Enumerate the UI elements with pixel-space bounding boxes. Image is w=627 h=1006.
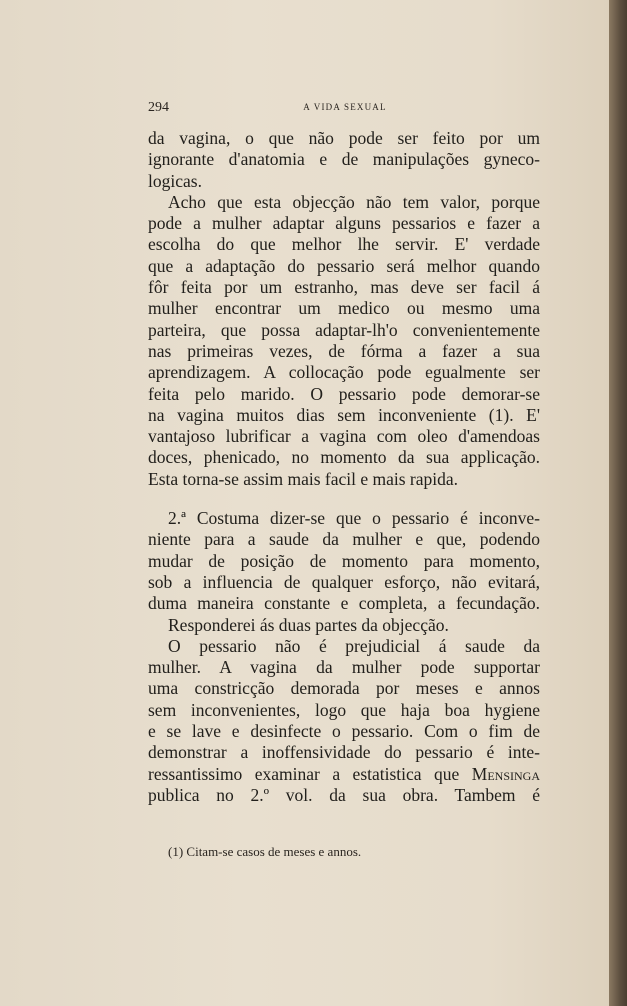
author-name: Mensinga	[471, 763, 540, 784]
text-line: da vagina, o que não pode ser feito por um	[148, 128, 540, 148]
text-line: Esta torna-se assim mais facil e mais rapida.	[148, 468, 459, 489]
text-line: duma maneira constante e completa, a fecundação.	[148, 593, 540, 614]
text-line: niente para a saude da mulher e que, podendo	[148, 529, 540, 550]
text-line: publica no 2.º vol. da sua obra. Tambem é	[148, 784, 540, 805]
text-line: pode a mulher adaptar alguns pessarios e fazer a	[148, 213, 540, 234]
text-line: mudar de posição de momento para momento,	[148, 550, 540, 571]
text-line: sem inconvenientes, logo que haja boa hygiene	[148, 699, 540, 720]
text-line: aprendizagem. A collocação pode egualmente ser	[148, 362, 540, 383]
footnote: (1) Citam-se casos de meses e annos.	[168, 844, 362, 859]
text-line: vantajoso lubrificar a vagina com oleo d'amendoas	[148, 426, 540, 447]
body-text	[148, 128, 540, 806]
text-line: parteira, que possa adaptar-lh'o convenientemente	[148, 319, 540, 340]
text-line: logicas.	[148, 170, 202, 191]
text-line: ignorante d'anatomia e de manipulações gyneco-	[148, 149, 540, 170]
text-line: e se lave e desinfecte o pessario. Com o fim de	[148, 721, 540, 742]
text-line: doces, phenicado, no momento da sua applicação.	[148, 447, 540, 468]
running-title: A VIDA SEXUAL	[303, 102, 387, 112]
page-header	[148, 100, 542, 116]
text-line: mulher. A vagina da mulher pode supportar	[148, 657, 540, 678]
text-line: demonstrar a inoffensividade do pessario é inte-	[148, 742, 540, 763]
page-edge	[609, 0, 627, 1006]
text-fragment: ressantissimo examinar a estatistica que	[148, 763, 460, 784]
text-line: sob a influencia de qualquer esforço, não evitará,	[148, 571, 540, 592]
text-line: que a adaptação do pessario será melhor quando	[148, 255, 540, 276]
text-line: nas primeiras vezes, de fórma a fazer a sua	[148, 340, 540, 361]
text-line: mulher encontrar um medico ou mesmo uma	[148, 298, 540, 319]
text-line: na vagina muitos dias sem inconveniente (1). E'	[148, 404, 540, 425]
text-line: fôr feita por um estranho, mas deve ser facil á	[148, 277, 540, 298]
page-number: 294	[148, 100, 169, 115]
text-line: escolha do que melhor lhe servir. E' verdade	[148, 234, 540, 255]
text-line: uma constricção demorada por meses e annos	[148, 678, 540, 699]
text-line: 2.ª Costuma dizer-se que o pessario é inconve-	[168, 508, 540, 529]
text-line: Acho que esta objecção não tem valor, porque	[168, 191, 540, 212]
text-line: O pessario não é prejudicial á saude da	[168, 635, 540, 656]
text-line	[148, 764, 540, 785]
text-line: feita pelo marido. O pessario pode demorar-se	[148, 383, 540, 404]
text-line: Responderei ás duas partes da objecção.	[168, 614, 449, 635]
